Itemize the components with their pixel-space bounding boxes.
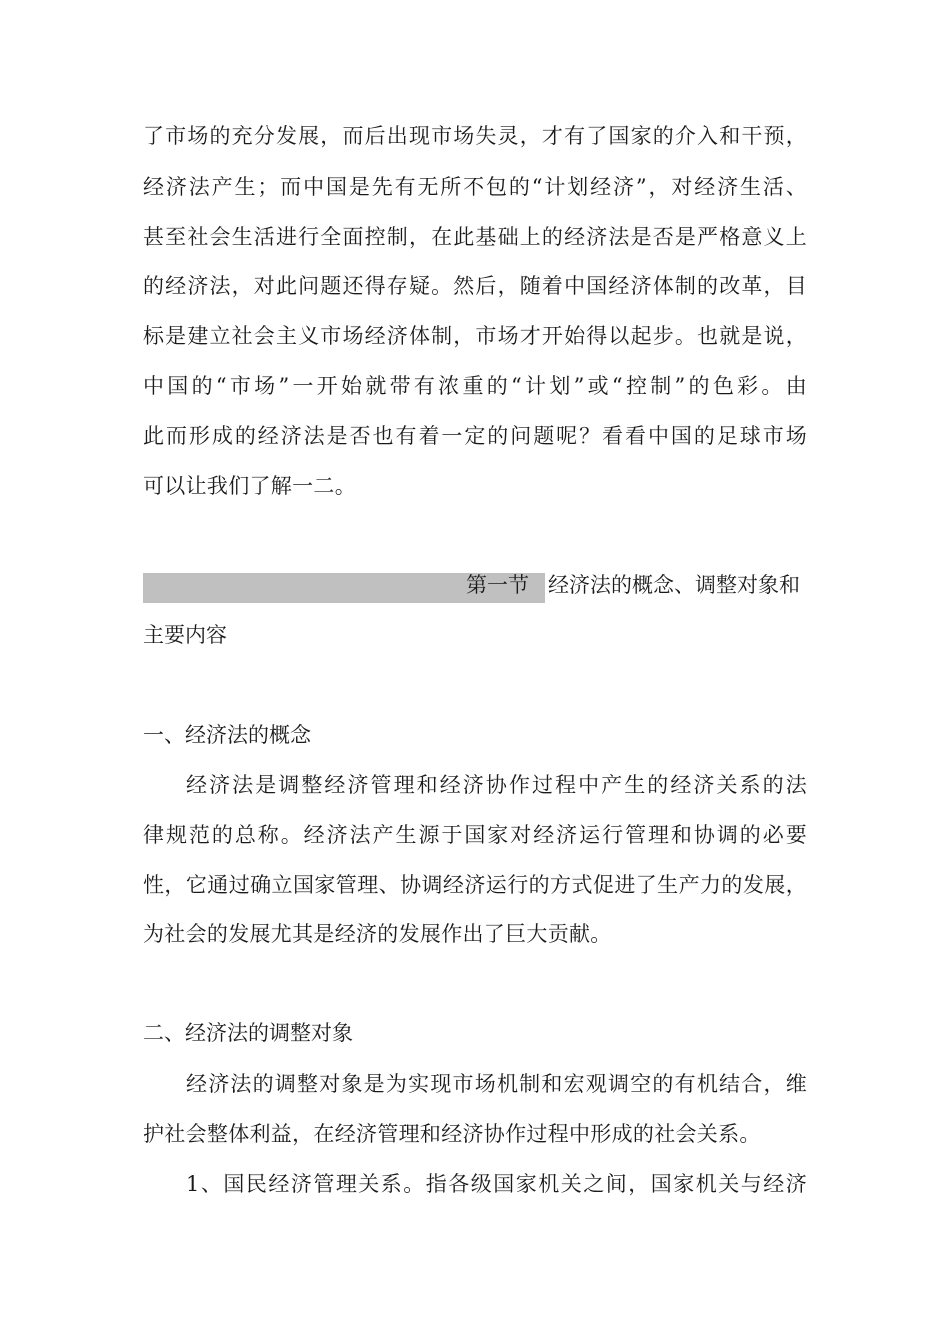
intro-line-4: 的经济法，对此问题还得存疑。然后，随着中国经济体制的改革，目 <box>143 274 807 298</box>
intro-line-8: 可以让我们了解一二。 <box>143 474 356 498</box>
part2-line-2: 护社会整体利益，在经济管理和经济协作过程中形成的社会关系。 <box>143 1122 761 1146</box>
part1-line-3: 性，它通过确立国家管理、协调经济运行的方式促进了生产力的发展， <box>143 873 807 897</box>
section-title: 经济法的概念、调整对象和 <box>548 573 800 597</box>
part1-line-4: 为社会的发展尤其是经济的发展作出了巨大贡献。 <box>143 922 612 946</box>
part1-heading: 一、经济法的概念 <box>143 723 311 747</box>
intro-line-1: 了市场的充分发展，而后出现市场失灵，才有了国家的介入和干预， <box>143 124 807 148</box>
intro-line-6: 中国的“市场”一开始就带有浓重的“计划”或“控制”的色彩。由 <box>143 374 807 398</box>
part2-line-3: 1、国民经济管理关系。指各级国家机关之间，国家机关与经济 <box>186 1172 807 1196</box>
section-label: 第一节 <box>466 573 529 597</box>
section-title-continued: 主要内容 <box>143 623 227 647</box>
intro-line-2: 经济法产生；而中国是先有无所不包的“计划经济”，对经济生活、 <box>143 175 807 199</box>
intro-line-7: 此而形成的经济法是否也有着一定的问题呢？看看中国的足球市场 <box>143 424 807 448</box>
part2-line-1: 经济法的调整对象是为实现市场机制和宏观调空的有机结合，维 <box>186 1072 807 1096</box>
intro-line-3: 甚至社会生活进行全面控制，在此基础上的经济法是否是严格意义上 <box>143 225 807 249</box>
part1-line-1: 经济法是调整经济管理和经济协作过程中产生的经济关系的法 <box>186 773 807 797</box>
part2-heading: 二、经济法的调整对象 <box>143 1021 353 1045</box>
part1-line-2: 律规范的总称。经济法产生源于国家对经济运行管理和协调的必要 <box>143 823 807 847</box>
intro-line-5: 标是建立社会主义市场经济体制，市场才开始得以起步。也就是说， <box>143 324 807 348</box>
